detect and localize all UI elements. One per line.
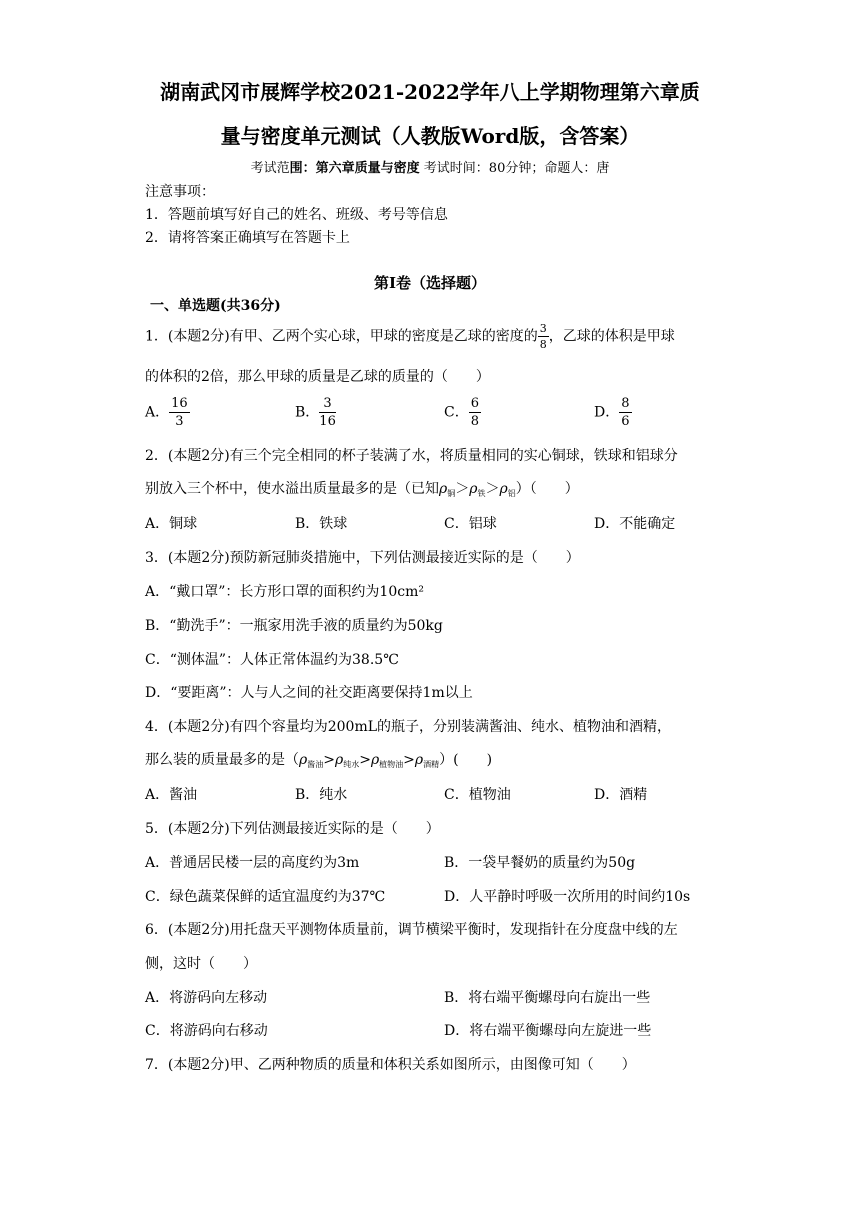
q3-option-b[interactable]: B．“勤洗手”：一瓶家用洗手液的质量约为50kg — [145, 618, 443, 634]
exam-meta: 考试范围：第六章质量与密度 考试时间：80分钟；命题人：唐 — [250, 161, 610, 176]
q4-option-d[interactable]: D．酒精 — [594, 787, 648, 803]
q4-option-b[interactable]: B．纯水 — [295, 787, 348, 803]
question-4-line-2: 那么装的质量最多的是$(\rho_{酱油}>\rho_{纯水}>\rho_{植物油}>\rho_{酒精})$( ) — [145, 752, 493, 769]
question-6-line-1: 6．(本题2分)用托盘天平测物体质量前，调节横梁平衡时，发现指针在分度盘中线的左 — [145, 922, 678, 938]
q3-option-a[interactable]: A．“戴口罩”：长方形口罩的面积约为10cm² — [145, 584, 424, 600]
q6-option-d[interactable]: D．将右端平衡螺母向左旋进一些 — [444, 1023, 652, 1039]
q3-option-d[interactable]: D．“要距离”：人与人之间的社交距离要保持1m以上 — [145, 685, 473, 701]
note-item-2: 2．请将答案正确填写在答题卡上 — [145, 230, 350, 246]
note-item-1: 1．答题前填写好自己的姓名、班级、考号等信息 — [145, 207, 448, 223]
q2-option-b[interactable]: B．铁球 — [295, 516, 348, 532]
q5-option-a[interactable]: A．普通居民楼一层的高度约为3m — [145, 855, 360, 871]
q5-option-b[interactable]: B．一袋早餐奶的质量约为50g — [444, 855, 636, 871]
question-2-line-2: 别放入三个杯中，使水溢出质量最多的是（已知$\rho_铜>\rho_铁>\rho_铝$）（ ） — [145, 481, 579, 498]
q5-option-c[interactable]: C．绿色蔬菜保鲜的适宜温度约为37℃ — [145, 889, 386, 905]
question-6-line-2: 侧，这时（ ） — [145, 956, 257, 972]
question-7-stem: 7．(本题2分)甲、乙两种物质的质量和体积关系如图所示，由图像可知（ ） — [145, 1057, 636, 1073]
q1-option-a[interactable]: A． $\frac{16}{3}$ — [145, 396, 188, 429]
section-subtitle: 一、单选题(共36分) — [150, 298, 281, 314]
section-title: 第Ⅰ卷（选择题） — [373, 274, 487, 292]
q2-option-a[interactable]: A．铜球 — [145, 516, 198, 532]
q1-option-d[interactable]: D． $\frac{8}{6}$ — [594, 396, 630, 429]
q3-option-c[interactable]: C．“测体温”：人体正常体温约为38.5℃ — [145, 652, 399, 668]
q1-option-b[interactable]: B． $\frac{3}{16}$ — [295, 396, 336, 429]
q4-option-c[interactable]: C．植物油 — [444, 787, 511, 803]
q6-option-a[interactable]: A．将游码向左移动 — [145, 990, 268, 1006]
title-line-1: 湖南武冈市展辉学校2021-2022学年八上学期物理第六章质 — [160, 80, 700, 104]
question-2-line-1: 2．(本题2分)有三个完全相同的杯子装满了水，将质量相同的实心铜球，铁球和铝球分 — [145, 448, 678, 464]
q4-option-a[interactable]: A．酱油 — [145, 787, 198, 803]
question-4-line-1: 4．(本题2分)有四个容量均为200mL的瓶子，分别装满酱油、纯水、植物油和酒精， — [145, 719, 672, 735]
q6-option-c[interactable]: C．将游码向右移动 — [145, 1023, 268, 1039]
q6-option-b[interactable]: B．将右端平衡螺母向右旋出一些 — [444, 990, 651, 1006]
question-1-line-2: 的体积的2倍，那么甲球的质量是乙球的质量的（ ） — [145, 369, 490, 385]
q2-option-c[interactable]: C．铝球 — [444, 516, 497, 532]
question-3-stem: 3．(本题2分)预防新冠肺炎措施中，下列估测最接近实际的是（ ） — [145, 550, 580, 566]
notes-heading: 注意事项： — [145, 184, 215, 200]
question-1-line-1: 1．(本题2分)有甲、乙两个实心球，甲球的密度是乙球的密度的 $\frac{3}{8}$ ，乙球的体积是甲球 — [145, 322, 675, 351]
q2-option-d[interactable]: D．不能确定 — [594, 516, 676, 532]
fraction: $\frac{3}{8}$ — [539, 322, 547, 351]
title-line-2: 量与密度单元测试（人教版Word版，含答案） — [220, 124, 640, 148]
q1-option-c[interactable]: C． $\frac{6}{8}$ — [444, 396, 479, 429]
q5-option-d[interactable]: D．人平静时呼吸一次所用的时间约10s — [444, 889, 691, 905]
question-5-stem: 5．(本题2分)下列估测最接近实际的是（ ） — [145, 821, 440, 837]
